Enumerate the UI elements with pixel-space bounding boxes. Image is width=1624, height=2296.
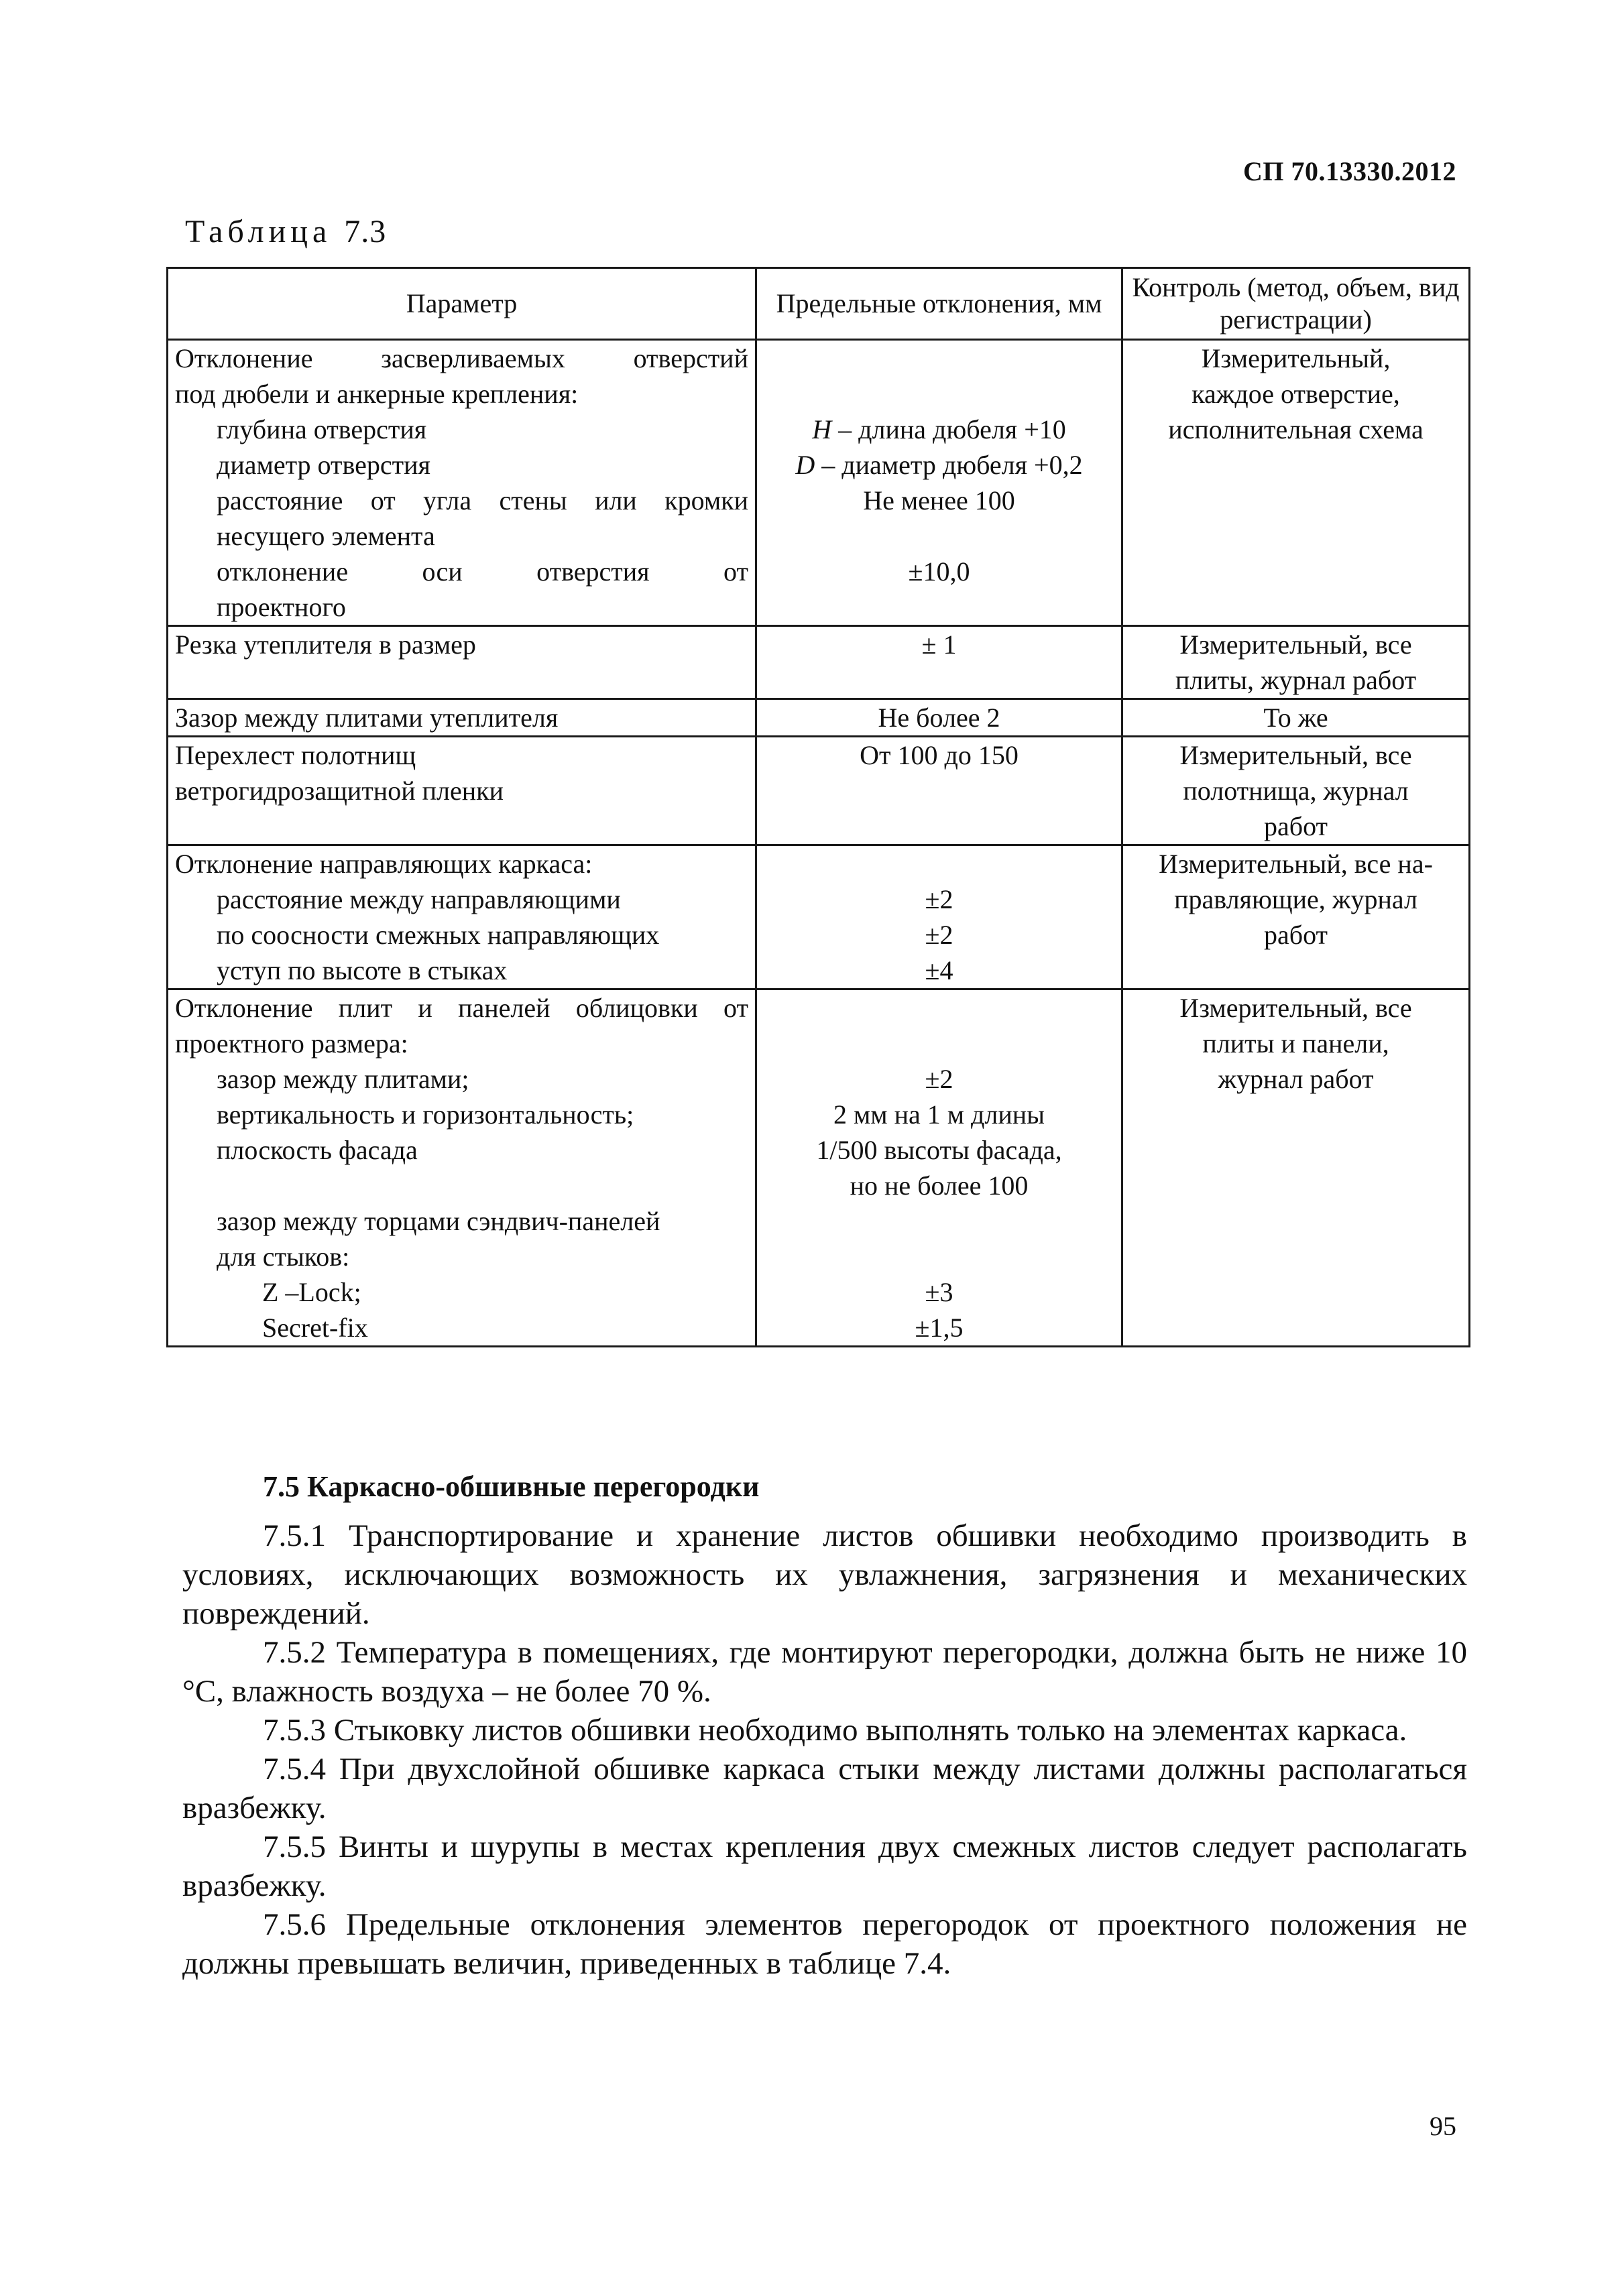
section-body xyxy=(182,1516,1467,1983)
limit-line: Не более 2 xyxy=(878,703,1000,733)
param-line: Secret-fix xyxy=(262,1313,368,1343)
limit-line xyxy=(764,846,1114,882)
control-line: работ xyxy=(1263,811,1328,841)
param-line: несущего элемента xyxy=(217,521,435,551)
param-line: отклонение оси отверстия от xyxy=(217,556,748,587)
table-caption-word: Таблица xyxy=(185,214,332,249)
control-line: Измерительный, все xyxy=(1179,993,1412,1023)
param-line: для стыков: xyxy=(217,1242,350,1272)
table-row xyxy=(168,699,1470,737)
param-line: Отклонение направляющих каркаса: xyxy=(175,849,593,879)
control-line: работ xyxy=(1263,920,1328,950)
limit-line: ±2 xyxy=(925,1064,953,1094)
param-line: плоскость фасада xyxy=(217,1135,418,1165)
table-caption xyxy=(185,213,386,250)
param-cell xyxy=(168,989,756,1347)
limit-line xyxy=(764,341,1114,376)
param-line: по соосности смежных направляющих xyxy=(217,920,660,950)
table-row xyxy=(168,626,1470,699)
param-line: расстояние между направляющими xyxy=(217,884,621,914)
limit-line: ±4 xyxy=(925,955,953,985)
control-line: Измерительный, все на- xyxy=(1159,849,1433,879)
limit-line xyxy=(764,990,1114,1026)
header-limits: Предельные отклонения, мм xyxy=(756,268,1122,340)
param-line: Зазор между плитами утеплителя xyxy=(175,703,559,733)
limits-cell xyxy=(756,699,1122,737)
control-line: Измерительный, все xyxy=(1179,629,1412,660)
control-line: Измерительный, все xyxy=(1179,740,1412,770)
limit-line: H – длина дюбеля +10 xyxy=(812,414,1066,444)
limit-line xyxy=(764,1026,1114,1061)
param-line: Резка утеплителя в размер xyxy=(175,629,476,660)
param-line: Z –Lock; xyxy=(262,1277,361,1307)
param-line: Отклонение плит и панелей облицовки от xyxy=(175,993,748,1023)
limit-line: D – диаметр дюбеля +0,2 xyxy=(795,450,1083,480)
paragraph: 7.5.2 Температура в помещениях, где монтируют перегородки, должна быть не ниже 10 °С, влажность воздуха – не более 70 %. xyxy=(182,1635,1467,1709)
control-line: каждое отверстие, xyxy=(1192,379,1400,409)
limit-line: ±1,5 xyxy=(915,1313,964,1343)
section-heading: 7.5 Каркасно-обшивные перегородки xyxy=(263,1470,760,1503)
param-line: вертикальность и горизонтальность; xyxy=(217,1099,634,1130)
param-line: диаметр отверстия xyxy=(217,450,430,480)
param-line: Отклонение засверливаемых отверстий xyxy=(175,343,748,373)
param-cell xyxy=(168,340,756,626)
param-line xyxy=(175,1168,748,1203)
table-row xyxy=(168,845,1470,989)
limit-line: ± 1 xyxy=(921,629,957,660)
param-cell xyxy=(168,845,756,989)
limit-line xyxy=(764,518,1114,554)
control-line: исполнительная схема xyxy=(1168,414,1424,444)
param-cell xyxy=(168,626,756,699)
param-line: под дюбели и анкерные крепления: xyxy=(175,379,579,409)
table-row xyxy=(168,340,1470,626)
param-cell xyxy=(168,699,756,737)
control-line: Измерительный, xyxy=(1201,343,1391,373)
control-line: плиты, журнал работ xyxy=(1175,665,1417,695)
control-cell xyxy=(1122,340,1470,626)
param-line: проектного xyxy=(217,592,346,622)
header-control: Контроль (метод, объем, вид регистрации) xyxy=(1122,268,1470,340)
table-header-row xyxy=(168,268,1470,340)
control-cell xyxy=(1122,626,1470,699)
param-line: расстояние от угла стены или кромки xyxy=(217,485,748,516)
control-cell xyxy=(1122,989,1470,1347)
limit-line: ±10,0 xyxy=(908,556,970,587)
limit-line: но не более 100 xyxy=(850,1170,1029,1201)
control-cell xyxy=(1122,737,1470,845)
param-line: ветрогидрозащитной пленки xyxy=(175,776,504,806)
param-line: проектного размера: xyxy=(175,1028,408,1059)
control-line: правляющие, журнал xyxy=(1174,884,1417,914)
param-line: Перехлест полотнищ xyxy=(175,740,416,770)
control-line: журнал работ xyxy=(1218,1064,1374,1094)
page-number: 95 xyxy=(1430,2111,1456,2141)
table-row xyxy=(168,737,1470,845)
limits-cell xyxy=(756,340,1122,626)
table-caption-number: 7.3 xyxy=(344,214,387,249)
limit-line xyxy=(764,589,1114,625)
limit-line: ±3 xyxy=(925,1277,953,1307)
control-line: плиты и панели, xyxy=(1202,1028,1389,1059)
control-cell xyxy=(1122,699,1470,737)
control-line: полотнища, журнал xyxy=(1183,776,1409,806)
limits-cell xyxy=(756,626,1122,699)
paragraph: 7.5.5 Винты и шурупы в местах крепления двух смежных листов следует располагать вразбежку. xyxy=(182,1829,1467,1903)
limit-line xyxy=(764,376,1114,412)
param-cell xyxy=(168,737,756,845)
document-code: СП 70.13330.2012 xyxy=(1243,156,1456,186)
paragraph: 7.5.1 Транспортирование и хранение листов обшивки необходимо производить в условиях, исключающих возможность их увлажнения, загрязнения и механических повреждений. xyxy=(182,1518,1467,1631)
limit-line: ±2 xyxy=(925,884,953,914)
limit-line: Не менее 100 xyxy=(863,485,1015,516)
tolerance-table xyxy=(166,267,1470,1347)
limit-line: От 100 до 150 xyxy=(860,740,1019,770)
paragraph: 7.5.6 Предельные отклонения элементов перегородок от проектного положения не должны превышать величин, приведенных в таблице 7.4. xyxy=(182,1907,1467,1981)
param-line: зазор между торцами сэндвич-панелей xyxy=(217,1206,660,1236)
limit-line xyxy=(764,1203,1114,1239)
table-row xyxy=(168,989,1470,1347)
limit-line: 2 мм на 1 м длины xyxy=(833,1099,1045,1130)
limit-line xyxy=(764,1239,1114,1274)
paragraph: 7.5.4 При двухслойной обшивке каркаса стыки между листами должны располагаться вразбежку. xyxy=(182,1752,1467,1825)
limits-cell xyxy=(756,989,1122,1347)
param-line: зазор между плитами; xyxy=(217,1064,469,1094)
limits-cell xyxy=(756,845,1122,989)
control-cell xyxy=(1122,845,1470,989)
limits-cell xyxy=(756,737,1122,845)
control-line: То же xyxy=(1263,703,1328,733)
paragraph: 7.5.3 Стыковку листов обшивки необходимо выполнять только на элементах каркаса. xyxy=(263,1713,1407,1748)
limit-line: ±2 xyxy=(925,920,953,950)
param-line: глубина отверстия xyxy=(217,414,427,444)
param-line: уступ по высоте в стыках xyxy=(217,955,508,985)
header-parameter: Параметр xyxy=(168,268,756,340)
limit-line: 1/500 высоты фасада, xyxy=(816,1135,1062,1165)
